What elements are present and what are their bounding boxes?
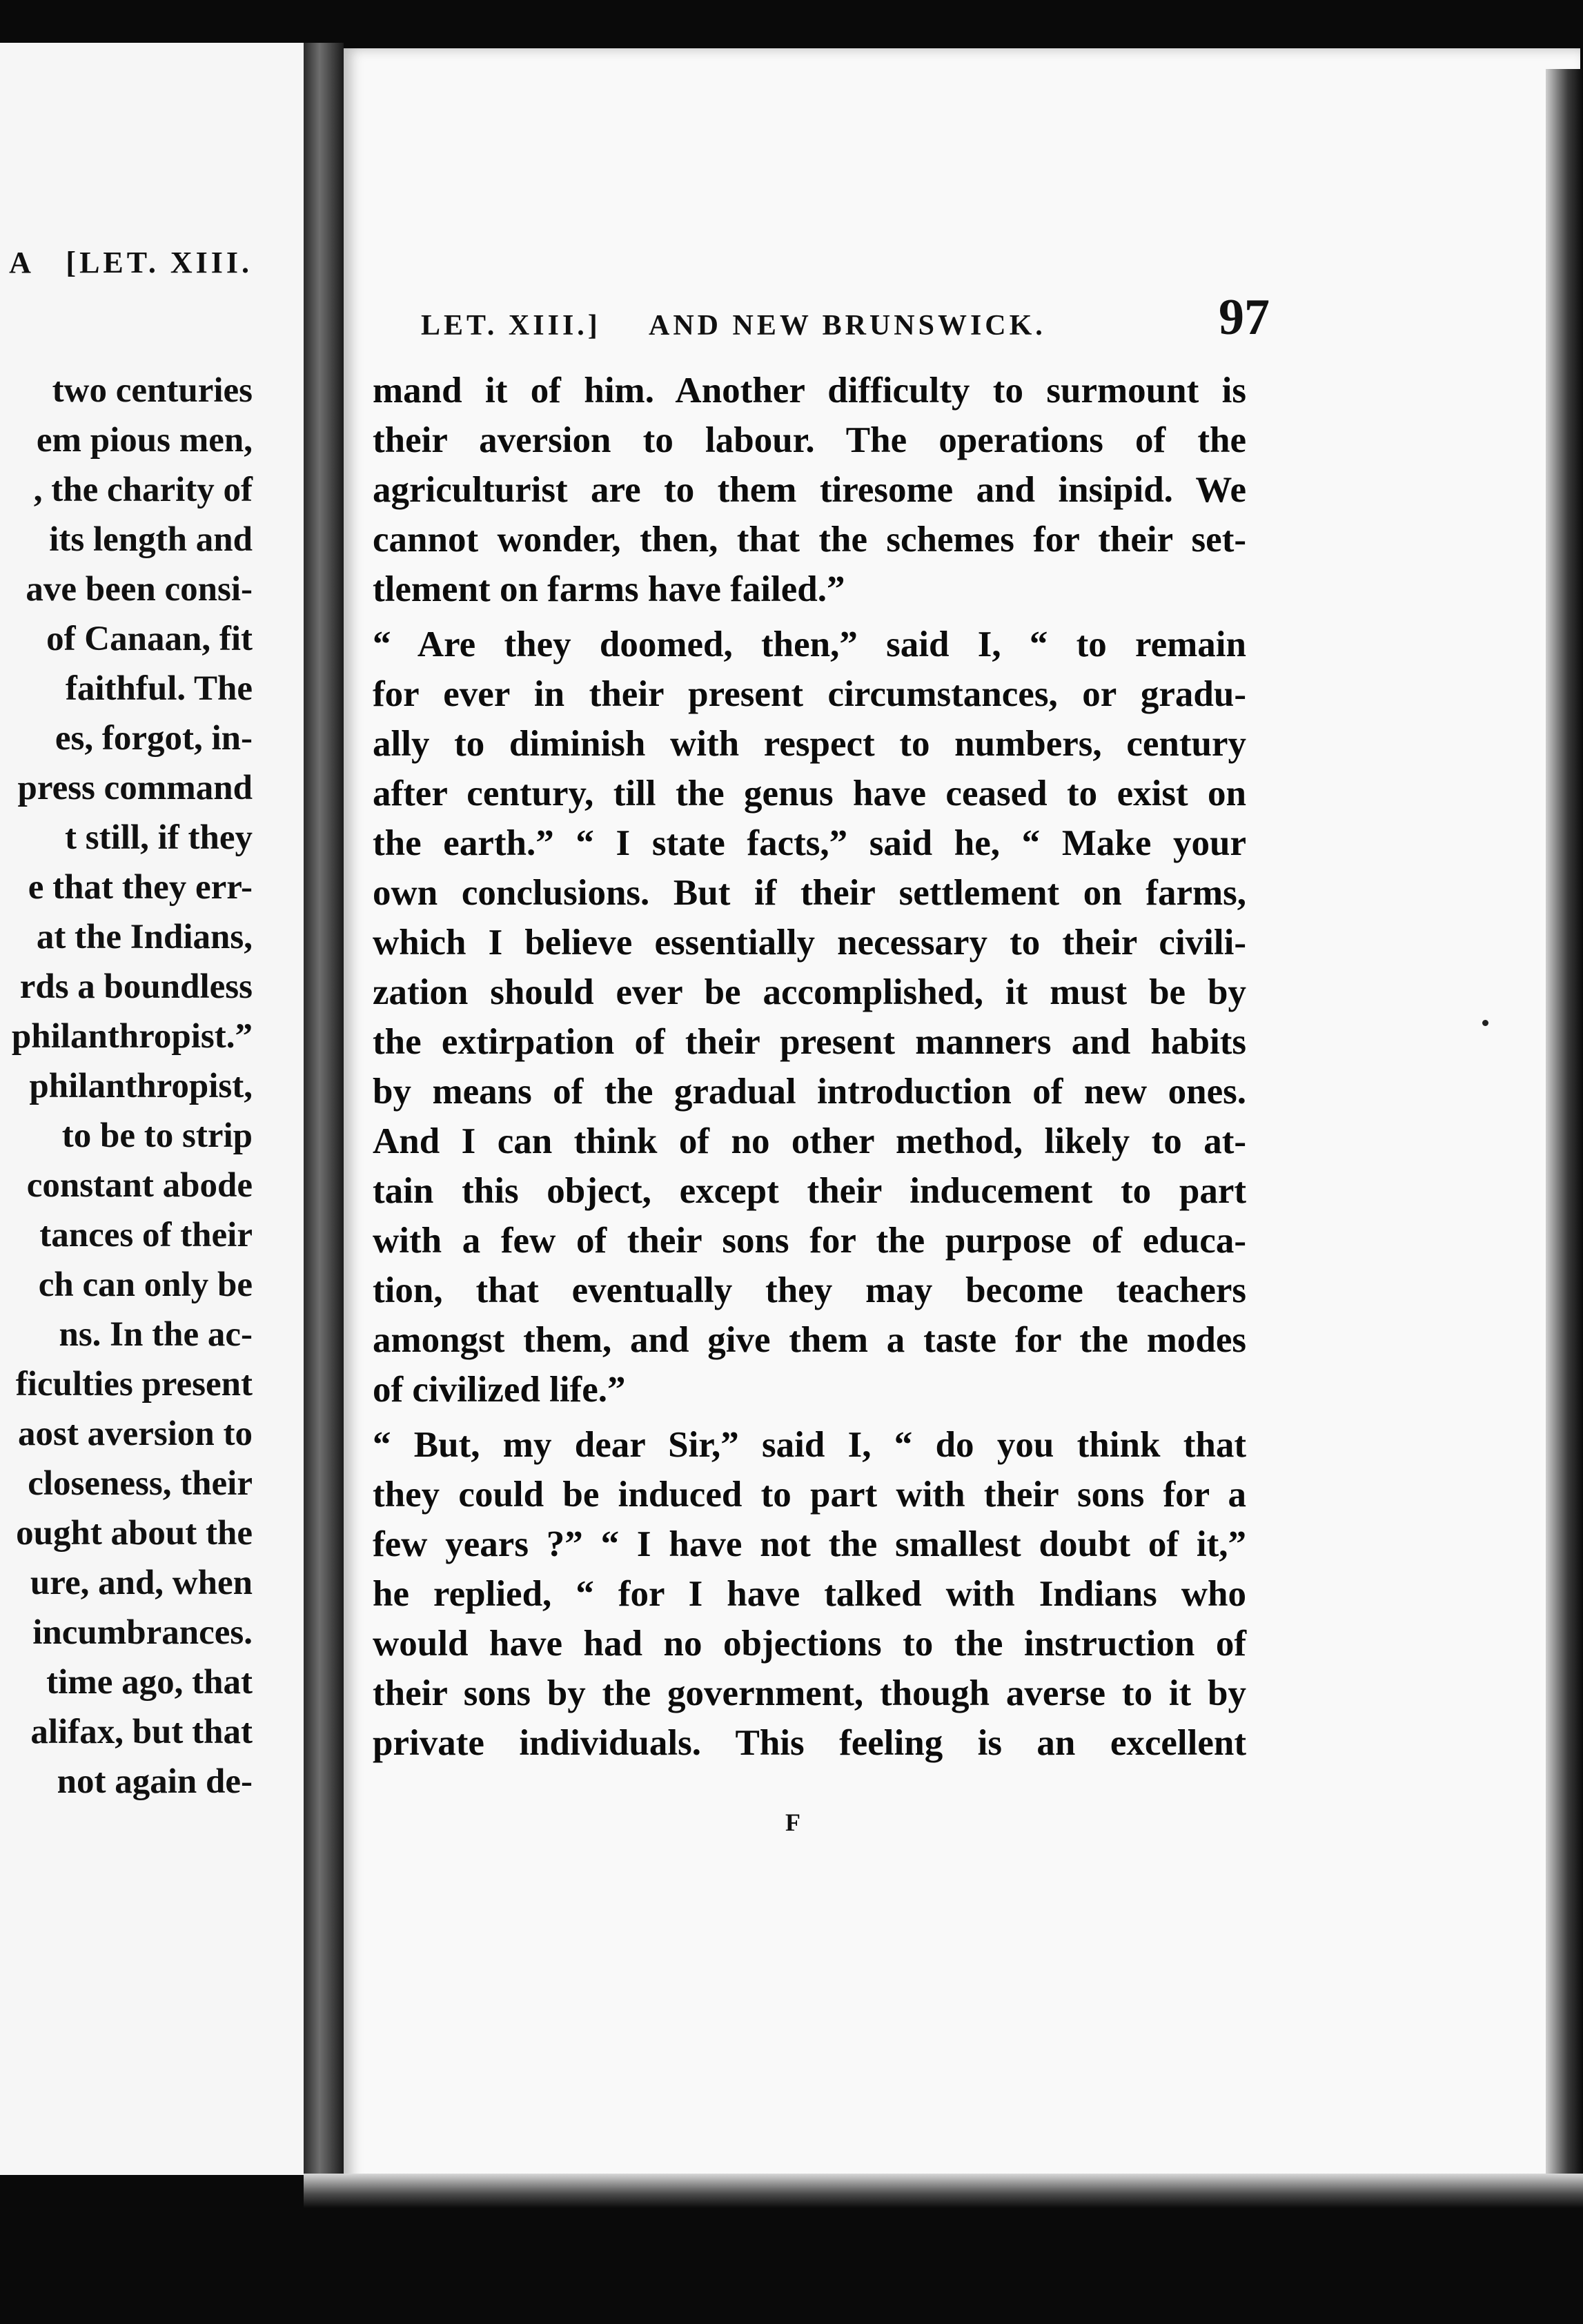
left-text-line: of Canaan, fit [46,620,253,658]
text-line: of civilized life.” [373,1370,626,1410]
text-line: which I believe essentially necessary to their civili- [373,923,1246,963]
left-text-line: constant abode [26,1166,253,1205]
left-text-line: ure, and, when [30,1564,253,1602]
left-text-line: ave been consi- [26,570,253,609]
text-line: “ Are they doomed, then,” said I, “ to remain [373,624,1246,664]
text-line: ally to diminish with respect to numbers, century [373,724,1246,764]
text-line: after century, till the genus have ceased to exist on [373,774,1246,814]
left-text-line: alifax, but that [30,1713,253,1751]
text-line: agriculturist are to them tiresome and insipid. We [373,470,1246,510]
left-text-line: e that they err- [28,868,253,907]
ink-speck [1482,1020,1488,1026]
body-text [373,366,1246,1768]
left-text-line: two centuries [52,371,253,410]
signature-mark: F [785,1809,800,1836]
left-text-line: , the charity of [33,471,253,509]
running-head-title: AND NEW BRUNSWICK. [649,310,1046,342]
left-text-line: faithful. The [65,669,253,708]
text-line: private individuals. This feeling is an excellent [373,1723,1246,1763]
left-text-line: time ago, that [46,1663,253,1702]
text-line: cannot wonder, then, that the schemes for their set- [373,520,1246,560]
text-line: amongst them, and give them a taste for the modes [373,1320,1246,1360]
text-line: he replied, “ for I have talked with Indians who [373,1574,1246,1614]
text-line: their sons by the government, though averse to it by [373,1673,1246,1713]
text-line: tlement on farms have failed.” [373,569,845,609]
text-line: own conclusions. But if their settlement on farms, [373,873,1246,913]
page-edge-bottom [304,2174,1583,2208]
left-text-line: to be to strip [61,1116,253,1155]
text-line: their aversion to labour. The operations of the [373,420,1246,460]
left-text-line: t still, if they [65,818,253,857]
left-text-line: press command [17,769,253,807]
page-number: 97 [1219,289,1270,346]
left-text-line: ought about the [16,1514,253,1553]
left-running-head: A [LET. XIII. [9,246,253,279]
left-text-line: closeness, their [28,1464,253,1503]
running-head [414,288,1270,351]
left-text-line: ch can only be [38,1266,253,1304]
left-text-line: em pious men, [36,421,253,460]
text-line: tion, that eventually they may become teachers [373,1270,1246,1310]
left-text-line: rds a boundless [19,967,253,1006]
page-edge-right [1546,69,1583,2201]
left-text-line: at the Indians, [36,918,253,956]
text-line: for ever in their present circumstances, or gradu- [373,674,1246,714]
left-text-line: es, forgot, in- [55,719,253,758]
text-line: And I can think of no other method, likely to at- [373,1121,1246,1161]
left-text-line: philanthropist.” [11,1017,253,1056]
text-line: would have had no objections to the instruction of [373,1624,1246,1664]
text-line: with a few of their sons for the purpose of educa- [373,1221,1246,1261]
left-page-text [0,366,253,1806]
text-line: the extirpation of their present manners and habits [373,1022,1246,1062]
left-text-line: aost aversion to [18,1415,253,1453]
text-line: few years ?” “ I have not the smallest doubt of it,” [373,1524,1246,1564]
left-text-line: philanthropist, [29,1067,253,1105]
running-head-letter: LET. XIII.] [421,310,601,342]
text-line: the earth.” “ I state facts,” said he, “ Make your [373,823,1246,863]
left-text-line: its length and [49,520,253,559]
text-line: mand it of him. Another difficulty to surmount is [373,371,1246,411]
text-line: zation should ever be accomplished, it must be by [373,972,1246,1012]
left-text-line: incumbrances. [32,1613,253,1652]
text-line: by means of the gradual introduction of new ones. [373,1072,1246,1112]
text-line: they could be induced to part with their sons for a [373,1475,1246,1515]
left-text-line: ficulties present [15,1365,253,1404]
book-gutter [304,43,344,2196]
left-text-line: not again de- [57,1762,253,1801]
text-line: “ But, my dear Sir,” said I, “ do you think that [373,1425,1246,1465]
left-text-line: ns. In the ac- [59,1315,253,1354]
text-line: tain this object, except their inducement to part [373,1171,1246,1211]
left-text-line: tances of their [39,1216,253,1254]
